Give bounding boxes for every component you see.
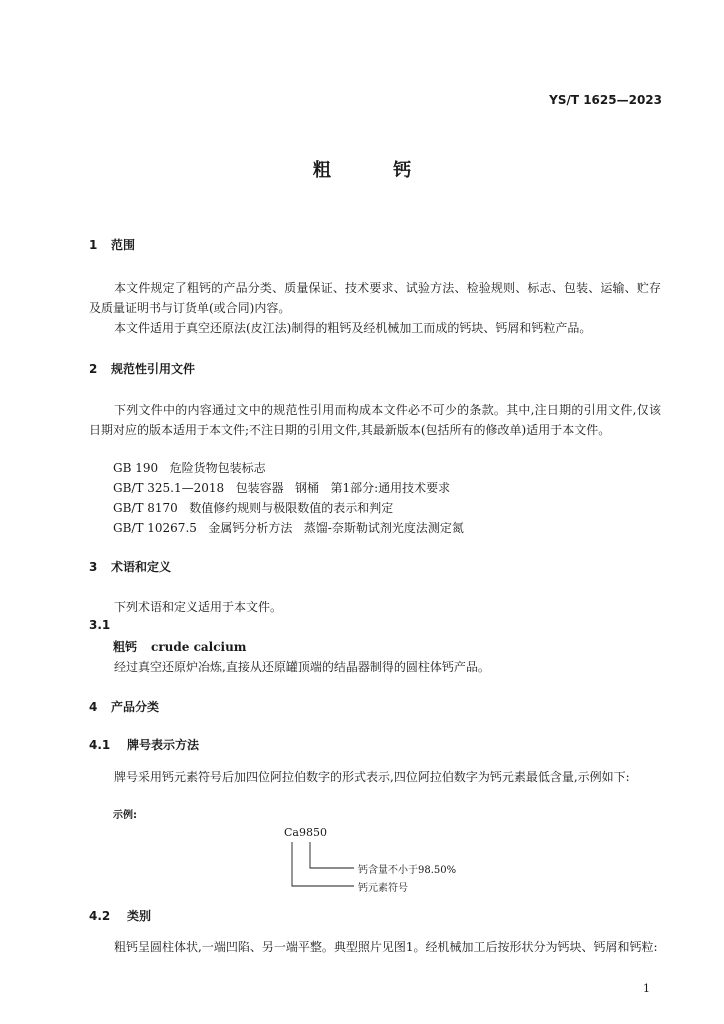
term-heading [113,638,247,655]
section-number: 1 [89,238,98,252]
reference-item: GB/T 325.1—2018 包装容器 钢桶 第1部分:通用技术要求 [113,481,451,495]
subsection-4-2-paragraph: 粗钙呈圆柱体状,一端凹陷、另一端平整。典型照片见图1。经机械加工后按形状分为钙块、钙屑和钙粒: [114,940,658,954]
section-title: 规范性引用文件 [111,362,196,376]
section-4-heading [89,698,159,715]
content-callout-label: 钙含量不小于98.50% [358,865,457,876]
section-3-paragraph-1: 下列术语和定义适用于本文件。 [114,600,283,614]
section-title: 产品分类 [111,700,160,714]
reference-item: GB 190 危险货物包装标志 [113,461,266,475]
term-chinese: 粗钙 [113,640,138,654]
document-title: 粗 钙 [312,160,440,181]
symbol-leader-line [292,842,354,886]
section-number: 3 [89,560,98,574]
section-2-heading [89,360,195,377]
section-3-heading [89,558,171,575]
example-label: 示例: [113,810,137,821]
section-number: 4 [89,700,98,714]
subsection-4-1-paragraph: 牌号采用钙元素符号后加四位阿拉伯数字的形式表示,四位阿拉伯数字为钙元素最低含量,示例如下: [114,770,630,784]
subsection-number: 4.2 [89,909,111,923]
content-leader-line [310,842,354,868]
reference-item: GB/T 8170 数值修约规则与极限数值的表示和判定 [113,501,394,515]
subsection-title: 牌号表示方法 [127,738,200,752]
section-number: 2 [89,362,98,376]
term-definition: 经过真空还原炉冶炼,直接从还原罐顶端的结晶器制得的圆柱体钙产品。 [114,660,490,674]
subsection-4-2-heading [89,907,151,924]
section-1-heading [89,236,135,253]
section-title: 术语和定义 [111,560,172,574]
section-2-paragraph-1: 下列文件中的内容通过文中的规范性引用而构成本文件必不可少的条款。其中,注日期的引用文件,仅该日期对应的版本适用于本文件;不注日期的引用文件,其最新版本(包括所有的修改单)适用于本文件。 [89,403,661,437]
page-number: 1 [643,982,650,995]
example-grade-code: Ca9850 [284,826,327,839]
reference-item: GB/T 10267.5 金属钙分析方法 蒸馏-奈斯勒试剂光度法测定氮 [113,521,464,535]
term-english: crude calcium [151,640,247,654]
subsection-number: 4.1 [89,738,111,752]
section-1-paragraph-2: 本文件适用于真空还原法(皮江法)制得的粗钙及经机械加工而成的钙块、钙屑和钙粒产品。 [114,321,592,335]
section-1-paragraph-1: 本文件规定了粗钙的产品分类、质量保证、技术要求、试验方法、检验规则、标志、包装、运输、贮存及质量证明书与订货单(或合同)内容。 [89,281,661,315]
section-title: 范围 [111,238,136,252]
grade-designation-diagram [280,826,500,896]
standard-code: YS/T 1625—2023 [549,93,662,107]
term-number: 3.1 [89,618,111,632]
symbol-callout-label: 钙元素符号 [358,883,408,894]
subsection-4-1-heading [89,736,199,753]
subsection-title: 类别 [127,909,152,923]
